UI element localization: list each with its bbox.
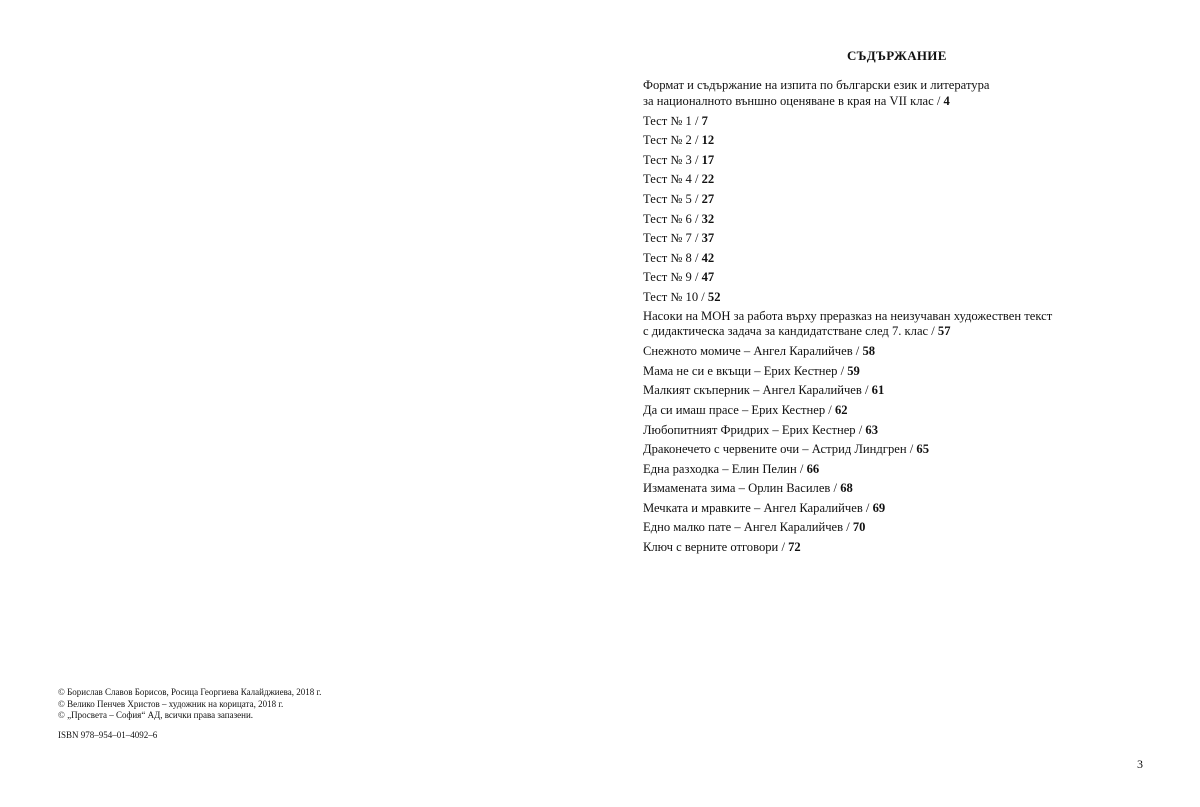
toc-entry [643, 422, 1103, 438]
toc-entry-text: Малкият скъперник – Ангел Каралийчев / [643, 383, 872, 398]
toc-page-number: 7 [701, 113, 708, 128]
toc-page-number: 4 [943, 93, 950, 108]
toc-entry [643, 500, 1103, 516]
toc-page-number: 57 [937, 324, 951, 339]
toc-page-number: 69 [872, 500, 886, 515]
toc-entry-text: Ключ с верните отговори / [643, 540, 789, 555]
copyright-line: © „Просвета – София“ АД, всички права запазени. [58, 710, 254, 720]
toc-page-number: 27 [701, 191, 715, 206]
toc-entry [643, 402, 1103, 418]
isbn: ISBN 978–954–01–4092–6 [58, 730, 158, 740]
toc-entry-text: Тест № 3 / [643, 152, 702, 167]
toc-page-number: 42 [701, 250, 715, 265]
toc-entry [643, 78, 1103, 109]
toc-page-number: 59 [847, 363, 860, 378]
toc-page-number: 65 [916, 442, 929, 457]
toc-entry [643, 191, 1103, 207]
toc-entry [643, 309, 1103, 340]
toc-entry-text: Тест № 8 / [643, 250, 702, 265]
toc-entry-text: Драконечето с червените очи – Астрид Линдгрен / [643, 442, 917, 457]
toc-entry-text: Едно малко пате – Ангел Каралийчев / [643, 520, 853, 535]
toc-entry-text: Тест № 1 / [643, 113, 702, 128]
copyright-line: © Борислав Славов Борисов, Росица Георгиева Калайджиева, 2018 г. [58, 687, 322, 697]
toc-entry-text: Тест № 5 / [643, 191, 702, 206]
toc-entry [643, 113, 1103, 129]
toc-page-number: 61 [871, 383, 885, 398]
toc-entry [643, 343, 1103, 359]
toc-page-number: 47 [701, 270, 715, 285]
toc-page-number: 17 [701, 152, 715, 167]
toc-page-number: 52 [707, 289, 721, 304]
toc-entry-text: Тест № 2 / [643, 133, 702, 148]
table-of-contents [643, 78, 1103, 559]
toc-title: СЪДЪРЖАНИЕ [847, 48, 947, 63]
toc-entry-text: Формат и съдържание на изпита по български език и литература [643, 78, 990, 92]
page-number: 3 [1137, 757, 1143, 771]
toc-page-number: 66 [806, 461, 820, 476]
toc-entry-text: Тест № 10 / [643, 289, 708, 304]
toc-entry [643, 519, 1103, 535]
toc-entry [643, 480, 1103, 496]
toc-page-number: 12 [701, 133, 715, 148]
toc-entry-text: Тест № 7 / [643, 231, 702, 246]
toc-entry [643, 152, 1103, 168]
toc-page-number: 68 [840, 481, 853, 496]
toc-page-number: 22 [701, 172, 715, 187]
toc-entry [643, 230, 1103, 246]
toc-entry-text: Любопитният Фридрих – Ерих Кестнер / [643, 422, 866, 437]
toc-entry-text: Снежното момиче – Ангел Каралийчев / [643, 344, 863, 359]
toc-entry [643, 171, 1103, 187]
toc-entry [643, 269, 1103, 285]
toc-entry [643, 382, 1103, 398]
toc-page-number: 63 [865, 422, 878, 437]
toc-entry-text: с дидактическа задача за кандидатстване след 7. клас / [643, 324, 938, 339]
toc-entry-text: Тест № 9 / [643, 270, 702, 285]
toc-entry [643, 461, 1103, 477]
toc-entry [643, 441, 1103, 457]
toc-entry [643, 289, 1103, 305]
toc-entry-text: Една разходка – Елин Пелин / [643, 461, 807, 476]
toc-entry-text: Насоки на МОН за работа върху преразказ на неизучаван художествен текст [643, 308, 1053, 323]
toc-entry [643, 250, 1103, 266]
toc-entry-text: Да си имаш прасе – Ерих Кестнер / [643, 402, 835, 417]
toc-page-number: 62 [834, 402, 848, 417]
toc-entry [643, 539, 1103, 555]
toc-page-number: 37 [701, 231, 715, 246]
toc-entry [643, 363, 1103, 379]
toc-page-number: 32 [701, 211, 715, 226]
copyright-line: © Велико Пенчев Христов – художник на корицата, 2018 г. [58, 698, 284, 709]
toc-page-number: 70 [852, 520, 866, 535]
toc-entry-text: Тест № 4 / [643, 172, 702, 187]
toc-page-number: 58 [862, 344, 876, 359]
toc-entry [643, 211, 1103, 227]
toc-page-number: 72 [788, 540, 801, 555]
toc-entry-text: Измамената зима – Орлин Василев / [643, 481, 841, 496]
copyright-block [58, 687, 321, 722]
toc-entry-text: Тест № 6 / [643, 211, 702, 226]
toc-entry-text: Мечката и мравките – Ангел Каралийчев / [643, 500, 873, 515]
toc-entry-text: за националното външно оценяване в края на VII клас / [643, 93, 944, 108]
toc-entry [643, 132, 1103, 148]
toc-entry-text: Мама не си е вкъщи – Ерих Кестнер / [643, 363, 848, 378]
